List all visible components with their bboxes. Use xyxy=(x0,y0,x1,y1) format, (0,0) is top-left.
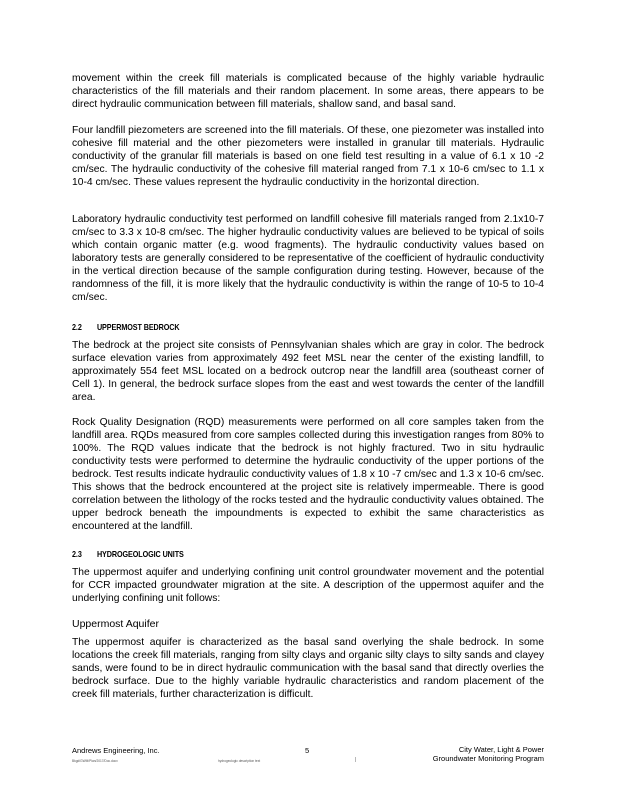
footer-file-path: Bkgd/GWM/Plan/2017/Doc.docx xyxy=(72,759,118,763)
paragraph-hydrogeologic-units: The uppermost aquifer and underlying confining unit control groundwater movement and the potential for CCR impacted groundwater migration at the site. A description of the uppermost aquifer and the underlying confining unit follows: xyxy=(72,567,544,604)
section-heading-2-2 xyxy=(72,322,180,332)
section-title: HYDROGEOLOGIC UNITS xyxy=(96,549,184,559)
paragraph-rqd-measurements: Rock Quality Designation (RQD) measurements were performed on all core samples taken from the landfill area. RQDs measured from core samples collected during this investigation ranges from 80% to 100%. The RQD values indicate that the bedrock is not highly fractured. Two in situ hydraulic conductivity tests were performed to determine the hydraulic conductivity of the upper portions of the bedrock. Test results indicate hydraulic conductivity values of 1.8 x 10 -7 cm/sec and 1.3 x 10-6 cm/sec. This shows that the bedrock encountered at the project site is relatively impermeable. There is good correlation between the lithology of the rocks tested and the hydraulic conductivity values obtained. The upper bedrock beneath the impoundments is expected to exhibit the same characteristics as encountered at the landfill. xyxy=(72,417,544,532)
footer-company: Andrews Engineering, Inc. xyxy=(72,746,160,755)
footer-client xyxy=(433,745,544,763)
section-number: 2.3 xyxy=(72,549,82,559)
section-title: UPPERMOST BEDROCK xyxy=(96,322,180,332)
footer-program-name: Groundwater Monitoring Program xyxy=(432,754,544,763)
footer-mark: | xyxy=(355,757,357,763)
section-number: 2.2 xyxy=(72,322,82,332)
paragraph-laboratory-conductivity: Laboratory hydraulic conductivity test performed on landfill cohesive fill materials ranged from 2.1x10-7 cm/sec to 3.3 x 10-8 cm/sec. The higher hydraulic conductivity values are believed to be typical of soils which contain organic matter (e.g. wood fragments). The hydraulic conductivity values based on laboratory tests are generally considered to be representative of the coefficient of hydraulic conductivity in the vertical direction because of the sample configuration during testing. However, because of the randomness of the fill, it is more likely that the hydraulic conductivity is within the range of 10-5 to 10-4 cm/sec. xyxy=(72,214,544,303)
paragraph-uppermost-aquifer: The uppermost aquifer is characterized as the basal sand overlying the shale bedrock. In some locations the creek fill materials, ranging from silty clays and organic silty clays to silty sands and clayey sands, were found to be in direct hydraulic communication with the basal sand that directly overlies the bedrock surface. Due to the highly variable hydraulic characteristics and random placement of the creek fill materials, further characterization is difficult. xyxy=(72,637,544,700)
section-heading-2-3 xyxy=(72,549,184,559)
footer-file-note: hydrogeologic description text xyxy=(218,759,261,763)
paragraph-landfill-piezometers: Four landfill piezometers are screened into the fill materials. Of these, one piezometer was installed into cohesive fill material and the other piezometers were installed in granular till materials. Hydraulic conductivity of the granular fill materials is based on one field test resulting in a value of 6.1 x 10 -2 cm/sec. The hydraulic conductivity of the cohesive fill material ranged from 7.1 x 10-6 cm/sec to 1.1 x 10-4 cm/sec. These values represent the hydraulic conductivity in the horizontal direction. xyxy=(72,125,544,188)
footer-client-name: City Water, Light & Power xyxy=(458,745,544,754)
paragraph-bedrock-description: The bedrock at the project site consists of Pennsylvanian shales which are gray in color. The bedrock surface elevation varies from approximately 492 feet MSL near the center of the existing landfill, to approximately 554 feet MSL located on a bedrock outcrop near the landfill area (southeast corner of Cell 1). In general, the bedrock surface slopes from the east and west towards the center of the landfill area. xyxy=(72,340,544,403)
paragraph-creek-fill-movement: movement within the creek fill materials is complicated because of the highly variable hydraulic characteristics of the fill materials and their random placement. In some areas, there appears to be direct hydraulic communication between fill materials, shallow sand, and basal sand. xyxy=(72,73,544,110)
subheading-uppermost-aquifer: Uppermost Aquifer xyxy=(72,618,159,630)
footer-page-number: 5 xyxy=(305,746,310,755)
